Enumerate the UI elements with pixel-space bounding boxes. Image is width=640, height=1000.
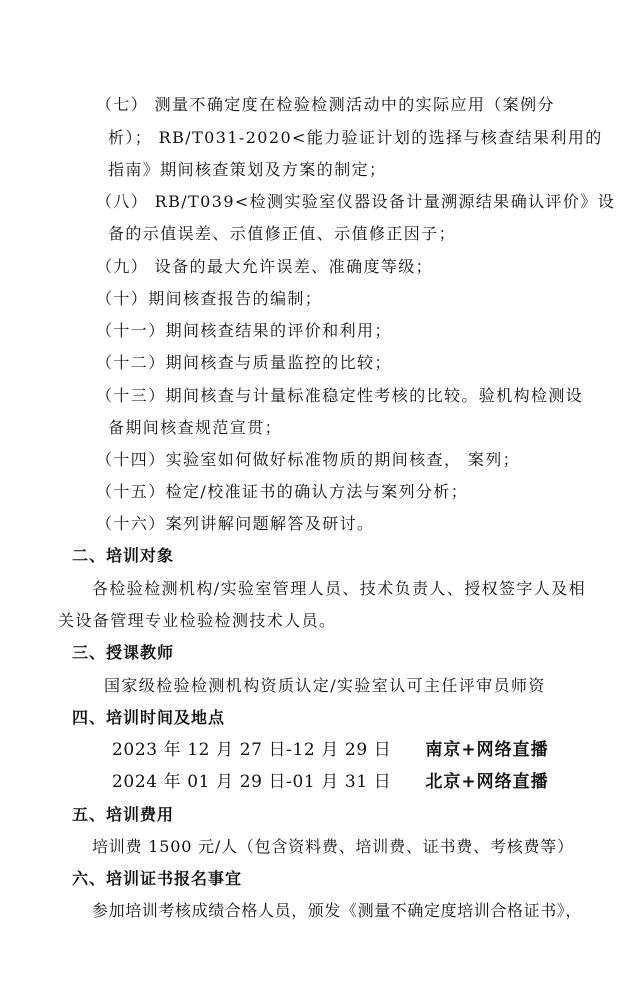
item-9: （九） 设备的最大允许误差、准确度等级； — [96, 257, 434, 276]
item-7-line-1: （七） 测量不确定度在检验检测活动中的实际应用（案例分 — [96, 95, 555, 114]
item-14: （十四）实验室如何做好标准物质的期间核查， 案列； — [96, 450, 521, 469]
schedule-row-1-place: 南京+网络直播 — [425, 740, 549, 760]
item-15: （十五）检定/校准证书的确认方法与案列分析； — [96, 482, 469, 501]
schedule-row-1-date: 2023 年 12 月 27 日-12 月 29 日 — [112, 740, 392, 760]
section-heading-fee: 五、培训费用 — [72, 805, 175, 824]
item-11: （十一）期间核查结果的评价和利用； — [96, 321, 392, 340]
item-8-line-2: 备的示值误差、示值修正值、示值修正因子； — [108, 224, 457, 243]
certificate-text: 参加培训考核成绩合格人员，颁发《测量不确定度培训合格证书》， — [92, 901, 583, 920]
section-heading-certificate: 六、培训证书报名事宜 — [72, 869, 243, 888]
schedule-row-2-place: 北京+网络直播 — [425, 772, 549, 792]
item-13-line-2: 备期间核查规范宣贯； — [108, 418, 283, 437]
schedule-row-2 — [112, 771, 549, 793]
schedule-row-1 — [112, 739, 549, 761]
trainees-line-2: 关设备管理专业检验检测技术人员。 — [58, 611, 337, 630]
section-heading-teachers: 三、授课教师 — [72, 643, 175, 662]
item-10: （十）期间核查报告的编制； — [96, 289, 323, 308]
item-8-line-1: （八） RB/T039<检测实验室仪器设备计量溯源结果确认评价》设 — [96, 192, 616, 211]
item-16: （十六）案列讲解问题解答及研讨。 — [96, 514, 375, 533]
fee-text: 培训费 1500 元/人（包含资料费、培训费、证书费、考核费等） — [92, 837, 574, 856]
item-13-line-1: （十三）期间核查与计量标准稳定性考核的比较。验机构检测设 — [96, 386, 584, 405]
item-12: （十二）期间核查与质量监控的比较； — [96, 353, 392, 372]
schedule-row-2-date: 2024 年 01 月 29 日-01 月 31 日 — [112, 772, 392, 792]
item-7-line-3: 指南》期间核查策划及方案的制定； — [108, 160, 387, 179]
section-heading-trainees: 二、培训对象 — [72, 546, 175, 565]
section-heading-schedule: 四、培训时间及地点 — [72, 708, 226, 727]
item-7-line-2: 析）； RB/T031-2020<能力验证计划的选择与核查结果利用的 — [108, 128, 603, 147]
teachers-text: 国家级检验检测机构资质认定/实验室认可主任评审员师资 — [104, 676, 546, 695]
trainees-line-1: 各检验检测机构/实验室管理人员、技术负责人、授权签字人及相 — [92, 579, 586, 598]
